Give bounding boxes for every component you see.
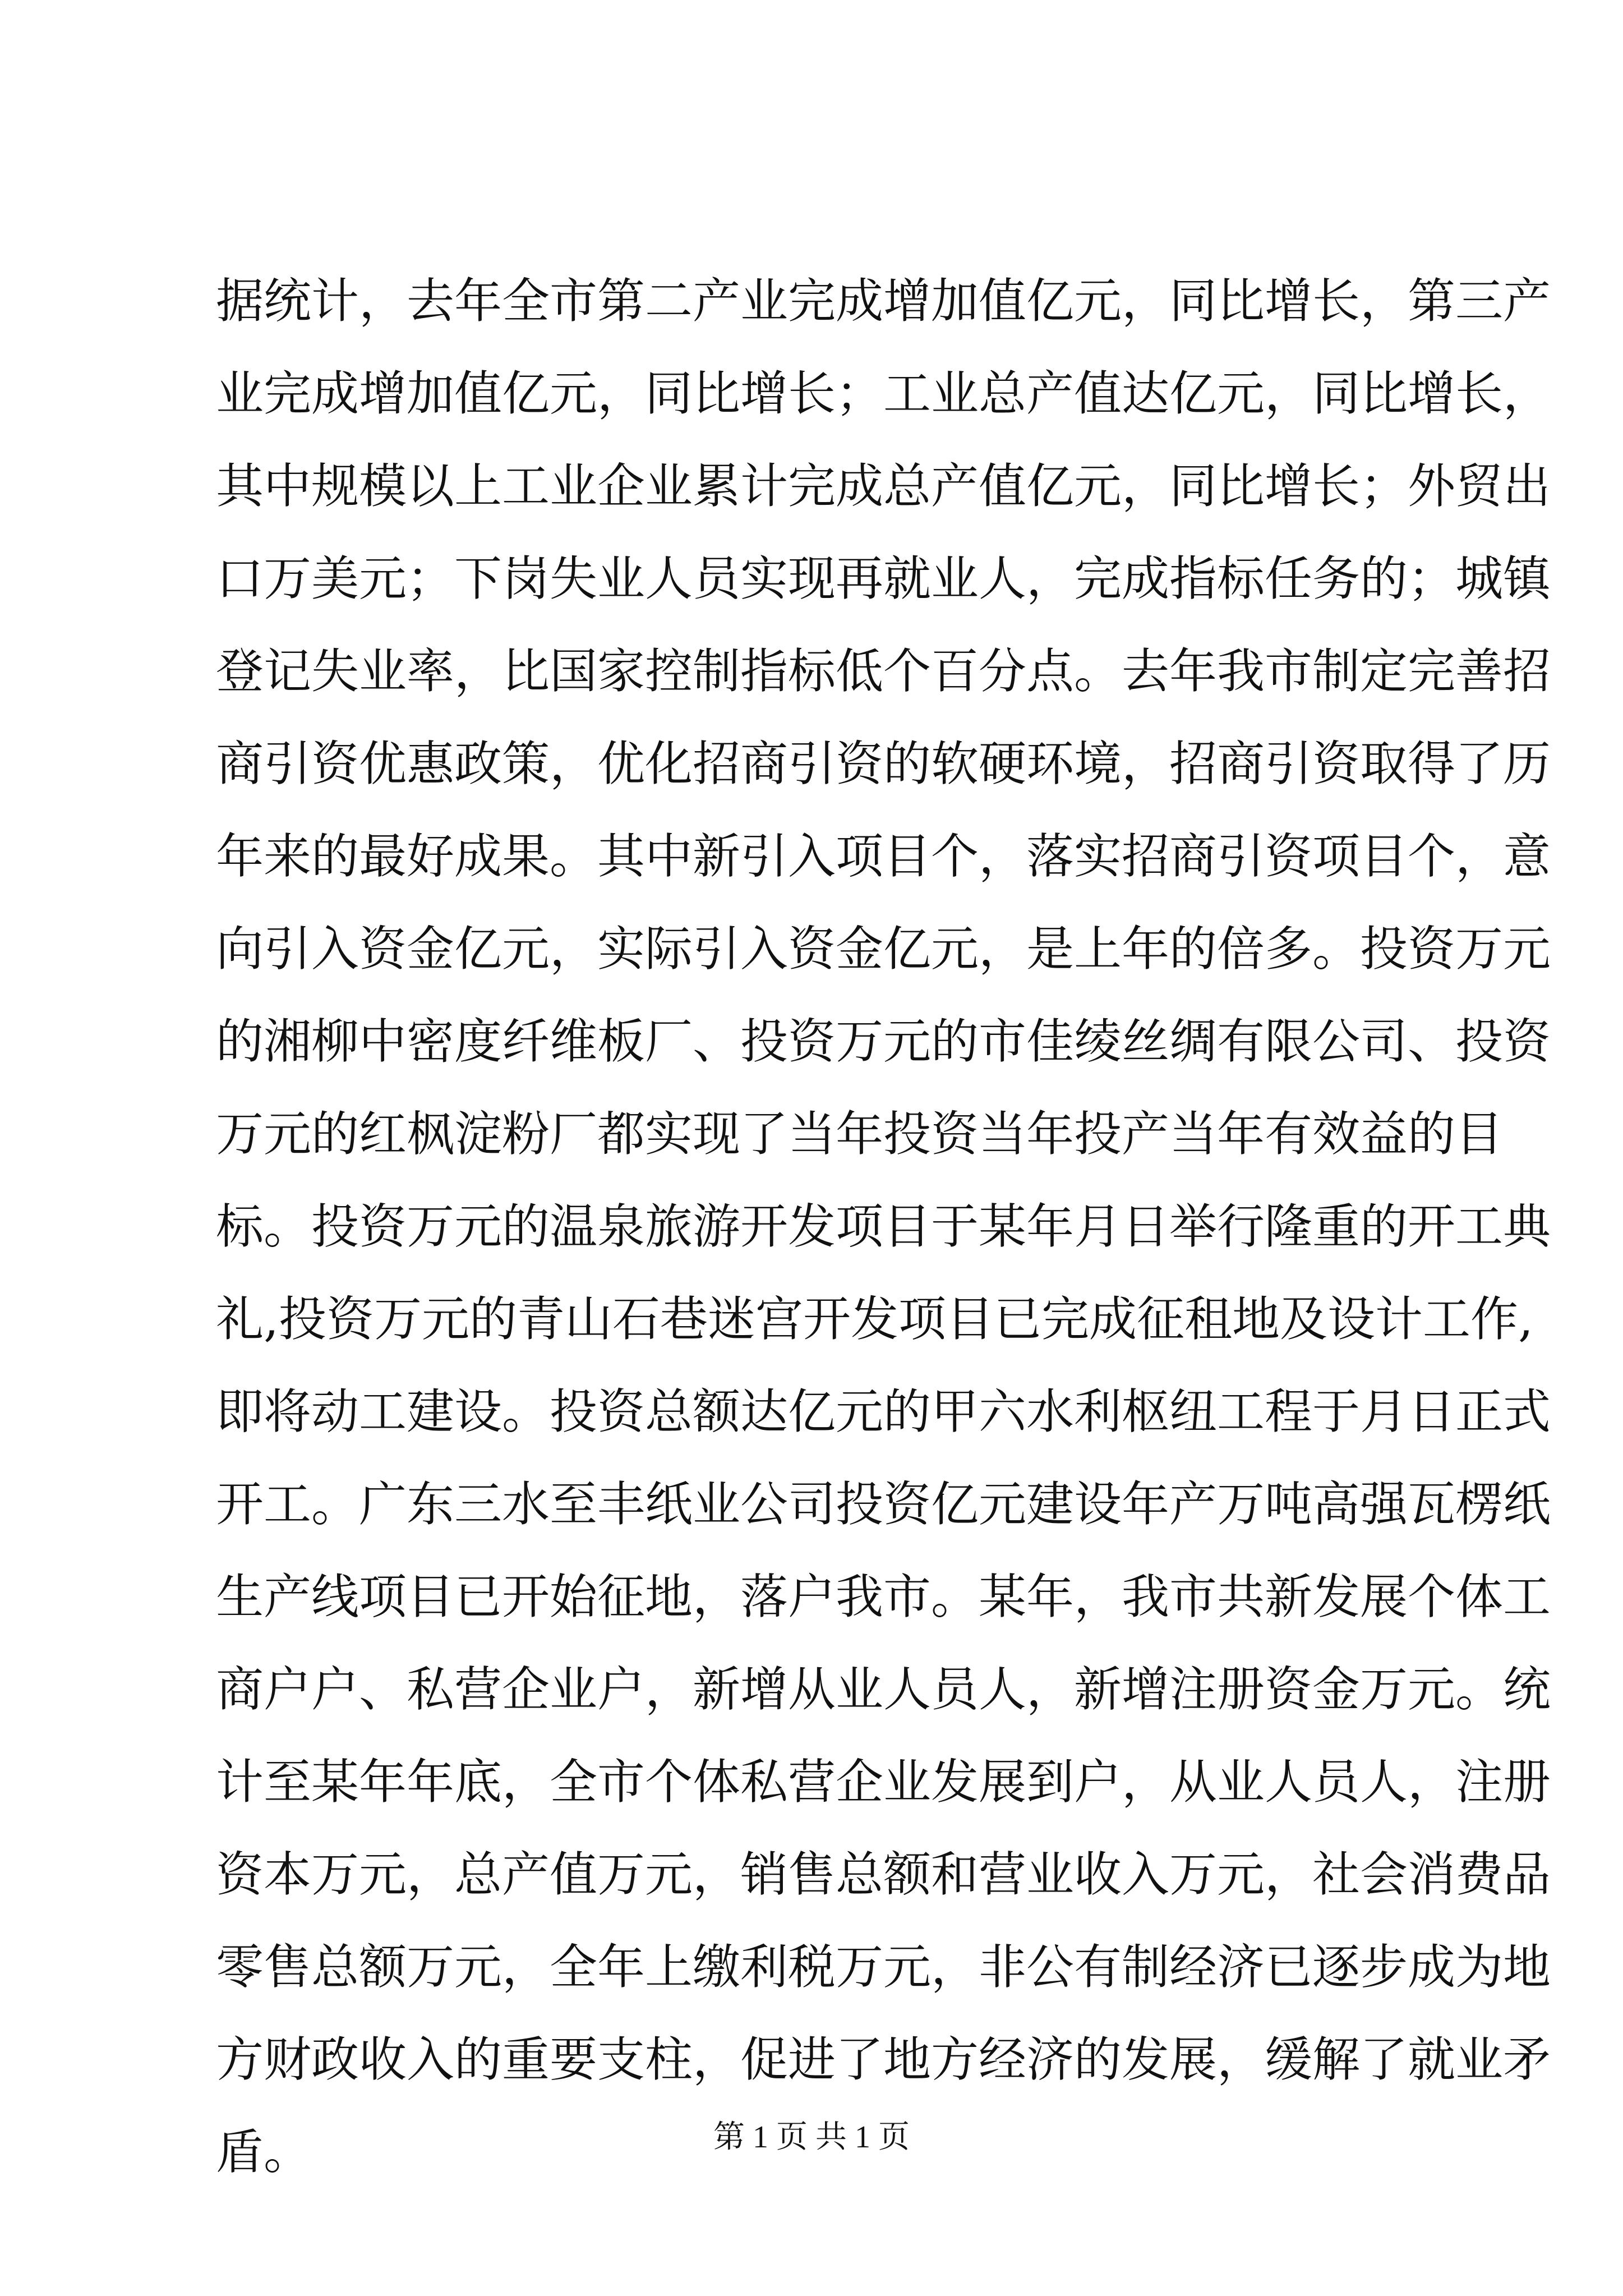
text-line: 开工。广东三水至丰纸业公司投资亿元建设年产万吨高强瓦楞纸 — [216, 1477, 1551, 1533]
text-line: 礼,投资万元的青山石巷迷宫开发项目已完成征租地及设计工作, — [216, 1292, 1534, 1347]
text-line: 标。投资万元的温泉旅游开发项目于某年月日举行隆重的开工典 — [216, 1199, 1551, 1255]
text-line: 的湘柳中密度纤维板厂、投资万元的市佳绫丝绸有限公司、投资 — [216, 1014, 1551, 1070]
body-paragraph — [216, 255, 1551, 2199]
text-line: 口万美元；下岗失业人员实现再就业人，完成指标任务的；城镇 — [216, 551, 1551, 607]
text-line: 其中规模以上工业企业累计完成总产值亿元，同比增长；外贸出 — [216, 459, 1551, 514]
text-line: 业完成增加值亿元，同比增长；工业总产值达亿元，同比增长， — [216, 366, 1551, 422]
text-line: 年来的最好成果。其中新引入项目个，落实招商引资项目个，意 — [216, 829, 1551, 885]
text-line: 据统计，去年全市第二产业完成增加值亿元，同比增长，第三产 — [216, 274, 1551, 329]
text-line: 向引入资金亿元，实际引入资金亿元，是上年的倍多。投资万元 — [216, 922, 1551, 977]
text-line: 生产线项目已开始征地，落户我市。某年，我市共新发展个体工 — [216, 1570, 1551, 1625]
text-line: 盾。 — [216, 2125, 312, 2180]
text-line: 登记失业率，比国家控制指标低个百分点。去年我市制定完善招 — [216, 644, 1551, 700]
text-line: 资本万元，总产值万元，销售总额和营业收入万元，社会消费品 — [216, 1847, 1551, 1903]
text-line: 即将动工建设。投资总额达亿元的甲六水利枢纽工程于月日正式 — [216, 1384, 1551, 1440]
text-line: 方财政收入的重要支柱，促进了地方经济的发展，缓解了就业矛 — [216, 2032, 1551, 2088]
text-line: 商引资优惠政策，优化招商引资的软硬环境，招商引资取得了历 — [216, 737, 1551, 792]
text-line: 零售总额万元，全年上缴利税万元，非公有制经济已逐步成为地 — [216, 1940, 1551, 1995]
text-line: 万元的红枫淀粉厂都实现了当年投资当年投产当年有效益的目 — [216, 1107, 1504, 1162]
text-line: 商户户、私营企业户，新增从业人员人，新增注册资金万元。统 — [216, 1662, 1551, 1718]
text-line: 计至某年年底，全市个体私营企业发展到户，从业人员人，注册 — [216, 1755, 1551, 1810]
page-footer: 第 1 页 共 1 页 — [713, 2120, 910, 2155]
